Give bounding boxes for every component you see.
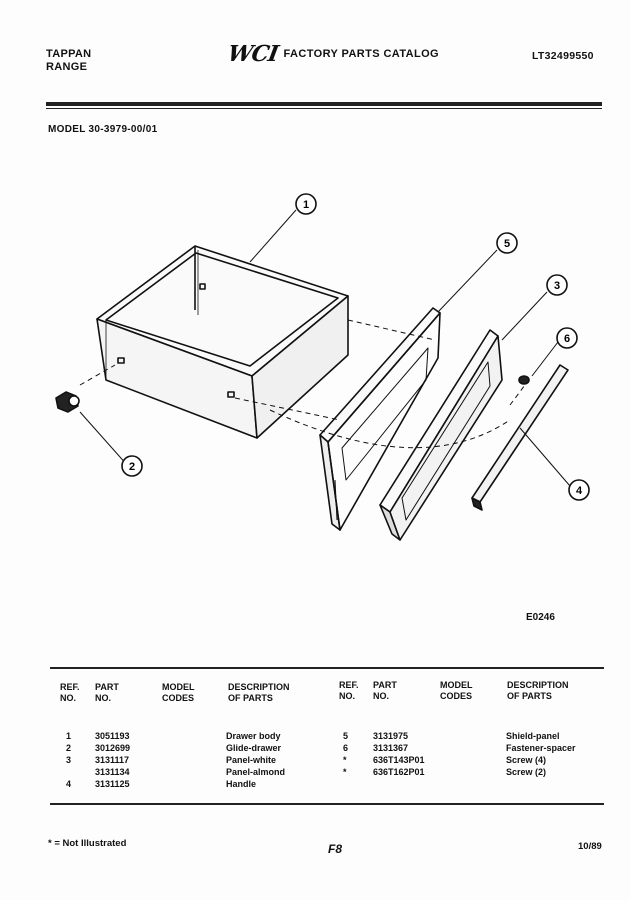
table-cell-desc: Fastener-spacer [506,743,576,753]
callout-6 [557,328,577,348]
col-ref-right: REF. NO. [339,680,359,701]
table-cell-desc: Screw (4) [506,755,547,765]
table-cell-desc: Drawer body [226,731,281,741]
callout-2-label: 2 [128,461,136,473]
table-row: 4 [66,779,72,789]
table-cell-part: 3131134 [95,767,130,777]
table-cell-part: 636T162P01 [373,767,425,777]
page-number: F8 [328,842,343,856]
callout-3-label: 3 [553,280,561,292]
callout-2 [122,456,142,476]
table-row: 2 [66,743,72,753]
table-cell-part: 3131125 [95,779,130,789]
exploded-parts-diagram [40,180,600,570]
header-rule-thin [46,108,602,109]
footnote: * = Not Illustrated [48,838,127,849]
col-part-left: PART NO. [95,682,119,703]
callout-5-label: 5 [503,238,511,250]
callout-5 [497,233,517,253]
table-row: 6 [343,743,349,753]
catalog-title: FACTORY PARTS CATALOG [283,48,439,60]
callout-1 [296,194,316,214]
wci-logo: WCI [225,41,280,67]
col-model-right: MODEL CODES [440,680,473,701]
col-desc-right: DESCRIPTION OF PARTS [507,680,569,701]
table-row: * [343,767,347,777]
table-rule-bottom [50,803,604,805]
table-cell-part: 3012699 [95,743,131,753]
table-cell-part: 3131367 [373,743,409,753]
figure-id: E0246 [526,612,555,623]
table-row: 1 [66,731,72,741]
col-desc-left: DESCRIPTION OF PARTS [228,682,290,703]
catalog-header [225,41,439,67]
callout-3 [547,275,567,295]
table-cell-desc: Panel-white [226,755,277,765]
drawer-body-drawing [97,246,348,438]
table-cell-part: 636T143P01 [373,755,425,765]
table-row: 5 [343,731,349,741]
table-cell-desc: Panel-almond [226,767,286,777]
callout-4-label: 4 [575,485,583,497]
spacer-drawing [519,376,529,384]
brand-line-2: RANGE [46,61,88,73]
table-cell-desc: Shield-panel [506,731,560,741]
table-cell-desc: Screw (2) [506,767,547,777]
model-line: MODEL 30-3979-00/01 [48,124,158,135]
callout-6-label: 6 [563,333,571,345]
table-cell-part: 3131117 [95,755,130,765]
table-cell-desc: Handle [226,779,257,789]
col-ref-left: REF. NO. [60,682,80,703]
table-row: 3 [66,755,72,765]
glide-drawing [56,392,79,412]
catalog-number: LT32499550 [532,50,594,62]
col-part-right: PART NO. [373,680,397,701]
table-row: * [343,755,347,765]
header-rule-thick [46,102,602,106]
revision-date: 10/89 [578,841,602,852]
callout-4 [569,480,589,500]
callout-1-label: 1 [302,199,310,211]
table-cell-part: 3131975 [373,731,409,741]
table-cell-desc: Glide-drawer [226,743,282,753]
brand-line-1: TAPPAN [46,48,92,60]
col-model-left: MODEL CODES [162,682,195,703]
brand-block [46,48,91,74]
table-cell-part: 3051193 [95,731,130,741]
table-rule-top [50,667,604,669]
